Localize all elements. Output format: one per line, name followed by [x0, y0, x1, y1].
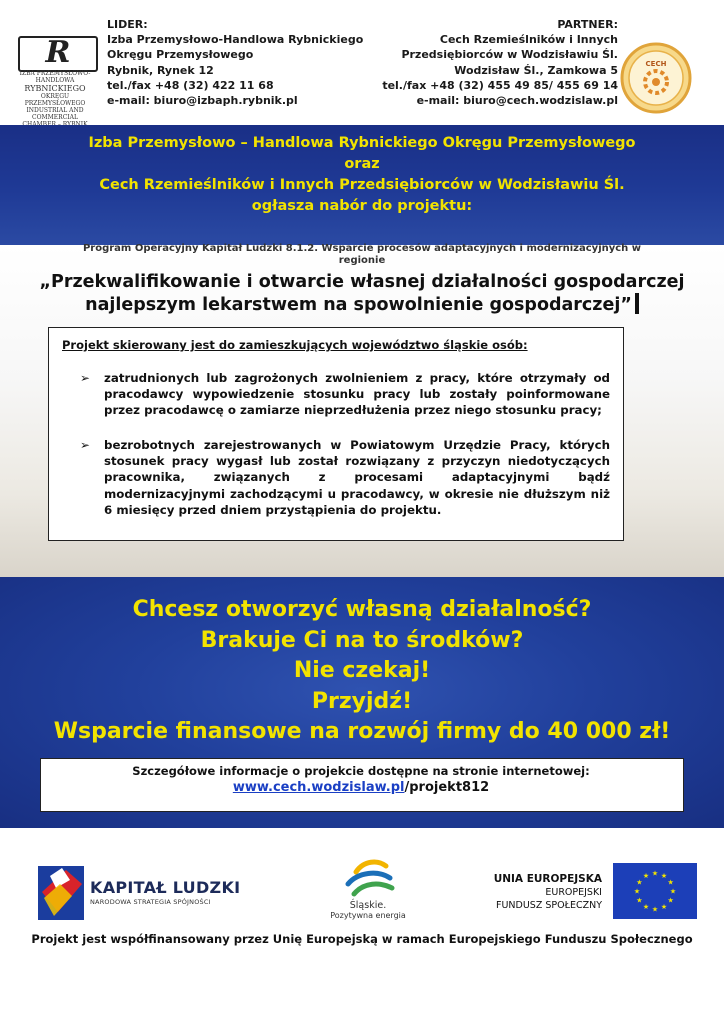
izba-logo-line: IZBA PRZEMYSŁOWO-HANDLOWA [19, 70, 91, 84]
partner-name-1: Cech Rzemieślników i Innych [439, 33, 618, 47]
target-heading: Projekt skierowany jest do zamieszkujących województwo śląskie osób: [62, 338, 528, 352]
eu-star-icon: ★ [636, 878, 643, 887]
eu-flag-icon [613, 863, 697, 919]
leader-info [107, 17, 377, 108]
announcement-text [40, 133, 684, 217]
slaskie-title: Śląskie. [349, 900, 387, 911]
partner-label: PARTNER: [557, 18, 618, 31]
cech-logo [620, 42, 692, 114]
arrow-bullet-icon: ➢ [80, 371, 90, 385]
eu-star-icon: ★ [642, 903, 650, 912]
announcement-line-1: Izba Przemysłowo – Handlowa Rybnickiego Okręgu Przemysłowego [88, 135, 636, 151]
partner-phone: tel./fax +48 (32) 455 49 85/ 455 69 14 [382, 78, 618, 92]
leader-label: LIDER: [107, 18, 148, 31]
announcement-line-4: ogłasza nabór do projektu: [251, 198, 473, 214]
cech-logo-text: CECH [645, 60, 667, 68]
partner-address: Wodzisław Śl., Zamkowa 5 [454, 63, 618, 77]
cta-line-3: Nie czekaj! [293, 658, 431, 683]
call-to-action [20, 595, 704, 748]
eu-fund-line-2: FUNDUSZ SPOŁECZNY [496, 900, 602, 911]
izba-logo-line: OKRĘGU PRZEMYSŁOWEGO [24, 93, 86, 107]
slaskie-subtitle: Pozytywna energia [330, 911, 406, 920]
project-title-line-1: „Przekwalifikowanie i otwarcie własnej działalności gospodarczej [39, 272, 685, 292]
cta-line-4: Przyjdź! [311, 688, 413, 714]
eu-title: UNIA EUROPEJSKA [493, 873, 602, 885]
project-title-line-2 [30, 293, 694, 316]
izba-logo [14, 35, 96, 121]
eu-star-icon: ★ [667, 878, 674, 887]
kapital-ludzki-subtitle: NARODOWA STRATEGIA SPÓJNOŚCI [90, 898, 211, 906]
program-line-2: regionie [338, 255, 386, 266]
announcement-line-2: oraz [344, 156, 380, 172]
eu-star-icon: ★ [651, 869, 659, 878]
eu-star-icon: ★ [636, 896, 643, 905]
partner-name-2: Przedsiębiorców w Wodzisławiu Śl. [401, 48, 618, 62]
cta-line-2: Brakuje Ci na to środków? [200, 627, 524, 653]
info-link-line [40, 780, 682, 795]
eu-star-icon: ★ [667, 896, 674, 905]
izba-logo-line: RYBNICKIEGO [24, 84, 86, 93]
target-item-text: zatrudnionych lub zagrożonych zwolnieniem z pracy, które otrzymały od pracodawcy wypowiedzenie stosunku pracy lub zostały poinformowane przez pracodawcę o zamiarze nieprzedłużenia przez niego stosunku pracy; [104, 371, 610, 418]
leader-address: Rybnik, Rynek 12 [107, 63, 214, 77]
eu-fund-line-1: EUROPEJSKI [545, 887, 602, 898]
eu-star-icon: ★ [642, 871, 650, 880]
arrow-bullet-icon: ➢ [80, 438, 90, 452]
leader-name-2: Okręgu Przemysłowego [107, 48, 254, 62]
target-item [80, 370, 610, 419]
program-name [20, 243, 704, 267]
project-website-link[interactable]: www.cech.wodzislaw.pl [232, 780, 405, 795]
eu-star-icon: ★ [660, 903, 668, 912]
program-line-1: Program Operacyjny Kapitał Ludzki 8.1.2. Wsparcie procesów adaptacyjnych i modernizacyjnych w [82, 243, 642, 254]
kapital-ludzki-title: KAPITAŁ LUDZKI [90, 878, 241, 897]
leader-email[interactable]: e-mail: biuro@izbaph.rybnik.pl [107, 94, 298, 108]
cta-line-5: Wsparcie finansowe na rozwój firmy do 40 000 zł! [53, 719, 671, 744]
cofinancing-note: Projekt jest współfinansowany przez Unię Europejską w ramach Europejskiego Funduszu Społecznego [31, 932, 693, 946]
cta-line-1: Chcesz otworzyć własną działalność? [132, 597, 592, 622]
eu-star-icon: ★ [651, 905, 659, 914]
leader-name-1: Izba Przemysłowo-Handlowa Rybnickiego [107, 33, 364, 47]
partner-info [380, 17, 618, 108]
project-title-line-2-text: najlepszym lekarstwem na spowolnienie gospodarczej” [85, 295, 632, 315]
eu-star-icon: ★ [660, 871, 668, 880]
announcement-line-3: Cech Rzemieślników i Innych Przedsiębiorców w Wodzisławiu Śl. [99, 177, 625, 193]
project-title [30, 271, 694, 316]
info-text: Szczegółowe informacje o projekcie dostępne na stronie internetowej: [132, 764, 590, 778]
leader-phone: tel./fax +48 (32) 422 11 68 [107, 78, 274, 92]
target-item [80, 437, 610, 518]
izba-logo-letter: R [18, 36, 98, 72]
text-cursor [635, 293, 639, 314]
eu-star-icon: ★ [669, 887, 677, 896]
eu-star-icon: ★ [633, 887, 641, 896]
izba-logo-line: INDUSTRIAL AND COMMERCIAL [26, 107, 84, 121]
project-website-suffix: /projekt812 [404, 780, 490, 795]
partner-email[interactable]: e-mail: biuro@cech.wodzislaw.pl [416, 94, 618, 108]
target-item-text: bezrobotnych zarejestrowanych w Powiatowym Urzędzie Pracy, których stosunek pracy wygasł lub został rozwiązany z przyczyn niedotyczących pracownika, związanych z procesami adaptacyjnymi bądź modernizacyjnymi zachodzącymi u pracodawcy, w okresie nie dłuższym niż 6 miesięcy przed dniem przystąpienia do projektu. [104, 438, 610, 517]
